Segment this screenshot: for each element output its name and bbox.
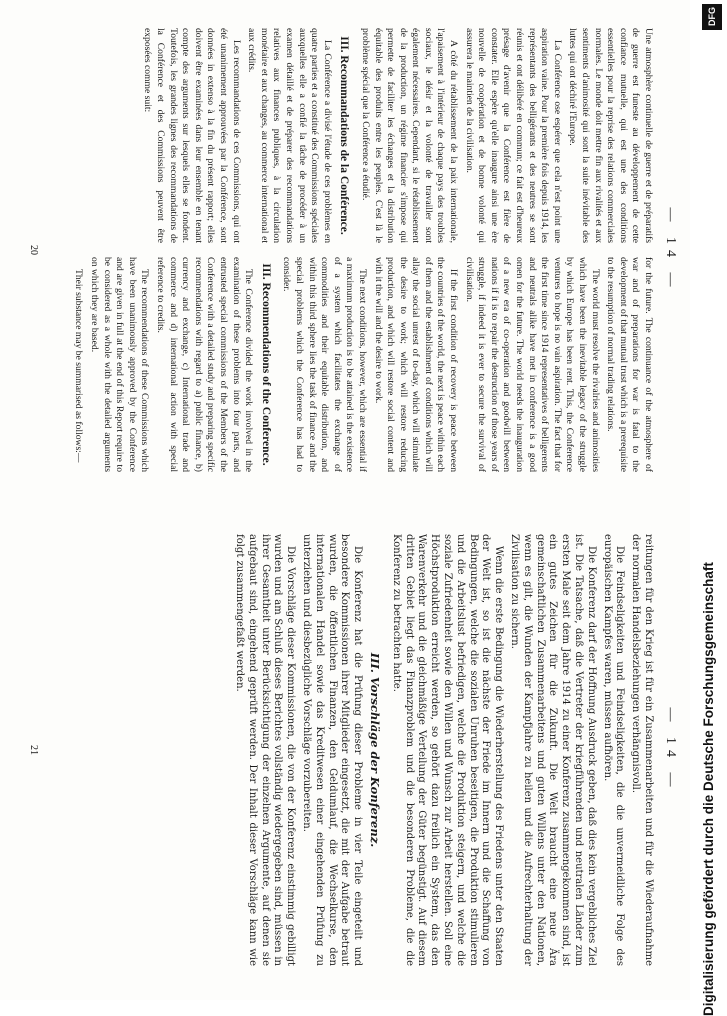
french-paragraph: La Conférence a divisé l'étude de ces problèmes en quatre parties et a constitué des Commissions spéciales auxquelles elle a confié la tâche de procéder à un examen détaillé et de préparer des recommandations relatives aux finances publiques, à la circulation monétaire et aux changes, au commerce international et aux crédits. bbox=[246, 28, 333, 243]
english-paragraph: The recommendations of these Commissions which have been unanimously approved by the Conference and are given in full at the end of this Report require to be considered as a whole with the detailed arguments on which they are based. bbox=[89, 257, 151, 472]
english-paragraph: If the first condition of recovery is peace between the countries of the world, the next is peace within each of them and the establishment of conditions which will allay the social unrest of to-day, which will stimulate the desire to work; which will restore reducing production, and which will restore social content and with it the will and the desire to work. bbox=[372, 257, 460, 472]
german-paragraph: Die Konferenz hat die Prüfung dieser Probleme in vier Teile eingeteilt und besondere Kommissionen ihrer Mitglieder eingesetzt, die mit der Aufgabe betraut wurden, die öffentlichen Finanzen, den Geldumlauf, die Wechselkurse, den internationalen Handel sowie das Kreditwesen einer eingehenden Prüfung zu unterziehen und diesbezügliche Vorschläge vorzubereiten. bbox=[301, 534, 364, 966]
dfg-watermark bbox=[697, 0, 727, 1016]
english-paragraph: for the future. The continuance of the atmosphere of war and of preparations for war is fatal to the development of that mutual trust which is a prerequisite to the resumption of normal trading relations. bbox=[605, 257, 654, 472]
english-section-heading: III. Recommendations of the Conference. bbox=[259, 263, 272, 466]
german-column bbox=[50, 534, 654, 966]
watermark-text: Digitalisierung gefördert durch die Deutsche Forschungsgemeinschaft bbox=[701, 562, 716, 1016]
right-page-number: — 14 — bbox=[663, 707, 678, 793]
french-column bbox=[50, 28, 654, 243]
german-paragraph: Wenn die erste Bedingung die Wiederherstellung des Friedens unter den Staaten der Welt ist, so ist die nächste der Friede im Innern und die Schaffung von Bedingungen, welche die sozialen Unruhen beseitigen, die Produktion stimulieren und die Arbeitslust befriedigen, welche die Produktion steigern, und welche die soziale Zufriedenheit sowie den Willen und Wunsch zur Arbeit herstellen. Soll eine Höchstproduktion erreicht werden, so gehört dazu freilich ein System, das den Warenverkehr und die gleichmäßige Verteilung der Güter begünstigt. Auf diesem dritten Gebiet liegt das Finanzproblem und die besonderen Probleme, die die Konferenz zu betrachten hatte. bbox=[390, 534, 505, 966]
left-page-columns bbox=[50, 28, 654, 472]
english-paragraph: The next conditions, however, which are essential if a maximum production is to be attained is the existence of a system which facilitates the exchange of commodities and their equitable distribution, and within this third sphere lies the task of finance and the special problems which the Conference has had to consider. bbox=[281, 257, 368, 472]
right-footer-number: 21 bbox=[28, 745, 39, 755]
left-page bbox=[0, 0, 690, 500]
german-section-heading: III. Vorschläge der Konferenz. bbox=[368, 652, 383, 848]
german-paragraph: Die Vorschläge dieser Kommissionen, die von der Konferenz einstimmig gebilligt wurden und am Schluß dieses Berichtes vollständig wiedergegeben sind, müssen in ihrer Gesamtheit unter Berücksichtigung der einzelnen Argumente, auf denen sie aufgebaut sind, eingehend geprüft werden. Der Inhalt dieser Vorschläge kann wie folgt zusammengefaßt werden. bbox=[234, 534, 297, 966]
english-paragraph: The Conference divided the work involved in the examination of these problems into four parts, and entrusted special commissions of the Members of the Conference with a detailed study and preparing specific recommendations with regard to a) public finance, b) currency and exchange, c) International trade and commerce and d) international action with special reference to credits. bbox=[155, 257, 255, 472]
french-paragraph: Les recommandations de ces Commissions, qui ont été unanimement approuvées par la Conférence, sont données in extenso à la fin du présent rapport; elles doivent être examinées dans leur ensemble en tenant compte des arguments sur lesquels elles se fondent. Toutefois, les grandes lignes des recommandations de la Conférence et des Commissions peuvent être exposées comme suit: bbox=[142, 28, 242, 243]
german-paragraph: reitungen für den Krieg ist für ein Zusammenarbeiten und für die Wiederaufnahme der normalen Handelsbeziehungen verhängnisvoll. bbox=[630, 534, 654, 966]
right-page bbox=[0, 500, 690, 1000]
french-paragraph: Une atmosphère continuelle de guerre et de préparatifs de guerre est funeste au développement de cette confiance mutuelle, qui est une des conditions essentielles pour la reprise des relations commerciales normales. Le monde doit mettre fin aux rivalités et aux sentiments d'animosité qui sont la suite inévitable des luttes qui ont déchiré l'Europe. bbox=[567, 28, 654, 243]
right-page-column-wrap bbox=[50, 534, 654, 966]
left-footer-number: 20 bbox=[28, 245, 39, 255]
german-paragraph: Die Feindseligkeiten und Feindseligkeiten, die die unvermeidliche Folge des europäischen Kampfes waren, müssen aufhören. bbox=[601, 534, 626, 966]
left-page-number: — 14 — bbox=[663, 207, 678, 293]
french-section-heading: III. Recommandations de la Conférence. bbox=[338, 36, 351, 235]
dfg-logo-icon: DFG bbox=[702, 4, 722, 30]
english-paragraph: The world must resolve the rivalries and animosities which have been the inevitable legacy of the struggle by which Europe has been rent. This, the Conference ventures to hope is no vain aspiration. The fact that for the first time since 1914 representatives of belligerents and neutrals alike have met in conference is a good omen for the future. The world needs the inauguration of a new era of co-operation and goodwill between nations if it is to repair the destruction of those years of struggle, if indeed it is ever to secure the survival of civilisation. bbox=[463, 257, 601, 472]
french-paragraph: A côté du rétablissement de la paix internationale, l'apaisement à l'intérieur de chaque pays des troubles sociaux, le désir et la volonté de travailler sont également nécessaires. Cependant, si le rétablissement de la production, un régime financier s'impose qui permette de faciliter les échanges et la distribution équitable des produits entre les peuples. C'est là le problème spécial que la Conférence a étudié. bbox=[359, 28, 460, 243]
french-paragraph: La Conférence ose espérer que cela n'est point une aspiration vaine. Pour la première fois depuis 1914, les représentants des belligérants et des neutres se sont réunis et ont délibéré en commun; ce fait est d'heureux présage d'avenir que la Conférence est fière de constater. Elle espère qu'elle inaugure ainsi une ère nouvelle de coopération et de bonne volonté qui assurera le maintien de la civilisation. bbox=[463, 28, 563, 243]
german-paragraph: Die Konferenz darf der Hoffnung Ausdruck geben, daß dies kein vergebliches Ziel ist. Die Tatsache, daß die Vertreter der kriegführenden und neutralen Länder zum ersten Male seit dem Jahre 1914 zu einer Konferenz zusammengekommen sind, ist ein gutes Zeichen für die Zukunft. Die Welt braucht eine neue Ära gemeinschaftlichen Zusammenarbeitens und guten Willens unter den Nationen, wenn es gilt, die Wunden der Kampfjahre zu heilen und die Aufrechterhaltung der Zivilisation zu sichern. bbox=[509, 534, 597, 966]
english-column bbox=[50, 257, 654, 472]
english-paragraph: Their substance may be summarised as follows:— bbox=[73, 269, 85, 463]
